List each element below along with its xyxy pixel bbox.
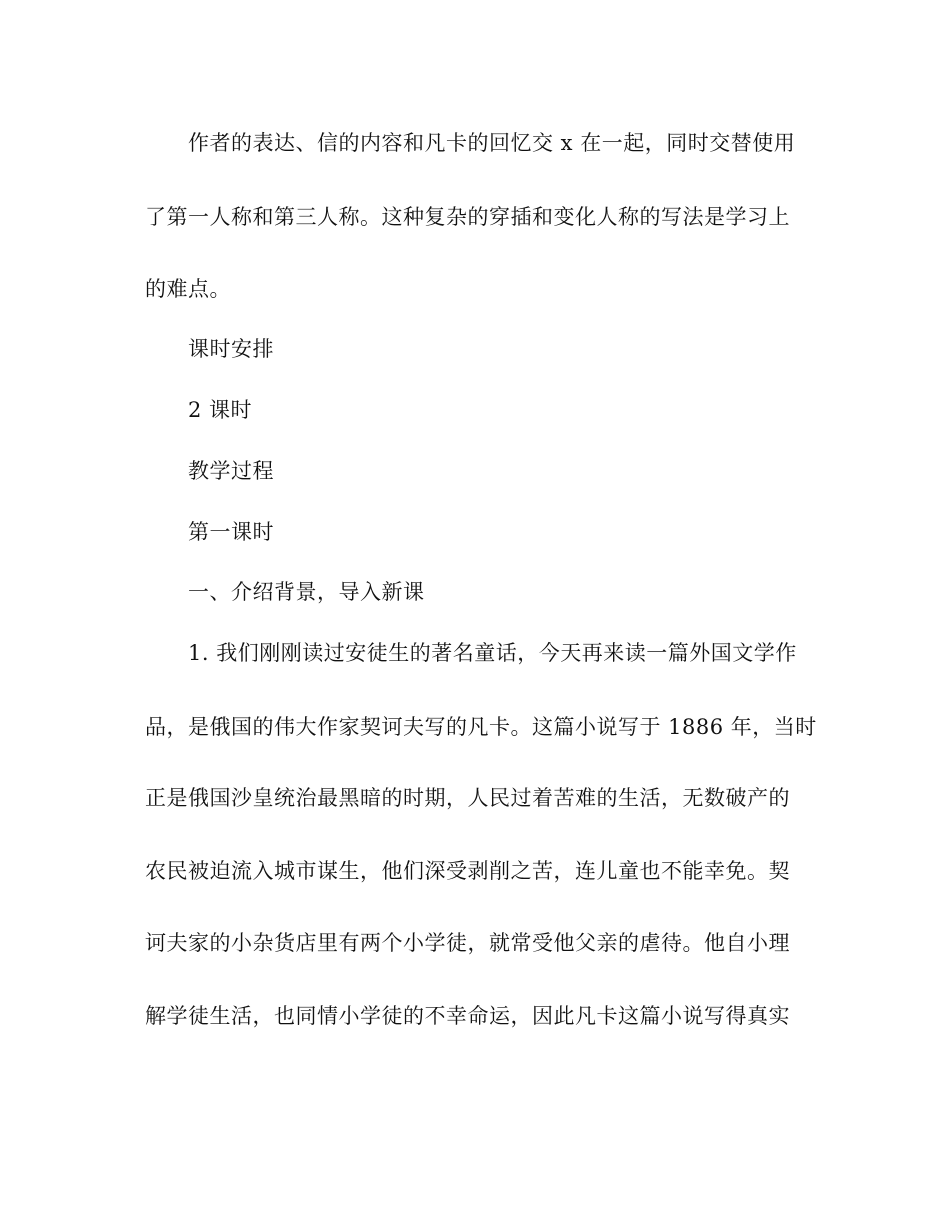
paragraph-line: 1. 我们刚刚读过安徒生的著名童话，今天再来读一篇外国文学作: [188, 641, 797, 665]
paragraph-line: 作者的表达、信的内容和凡卡的回忆交 x 在一起，同时交替使用: [188, 131, 796, 155]
paragraph-line: 正是俄国沙皇统治最黑暗的时期，人民过着苦难的生活，无数破产的: [145, 786, 790, 810]
paragraph-line: 诃夫家的小杂货店里有两个小学徒，就常受他父亲的虐待。他自小理: [145, 931, 790, 955]
section-heading: 教学过程: [188, 459, 274, 483]
paragraph-line: 2 课时: [188, 398, 253, 422]
section-heading: 课时安排: [188, 337, 274, 361]
section-heading: 第一课时: [188, 520, 274, 544]
section-heading: 一、介绍背景，导入新课: [188, 580, 425, 604]
paragraph-line: 解学徒生活，也同情小学徒的不幸命运，因此凡卡这篇小说写得真实: [145, 1004, 790, 1028]
paragraph-line: 了第一人称和第三人称。这种复杂的穿插和变化人称的写法是学习上: [145, 205, 790, 229]
paragraph-line: 的难点。: [145, 277, 231, 301]
paragraph-line: 农民被迫流入城市谋生，他们深受剥削之苦，连儿童也不能幸免。契: [145, 859, 790, 883]
paragraph-line: 品，是俄国的伟大作家契诃夫写的凡卡。这篇小说写于 1886 年，当时: [145, 715, 817, 739]
